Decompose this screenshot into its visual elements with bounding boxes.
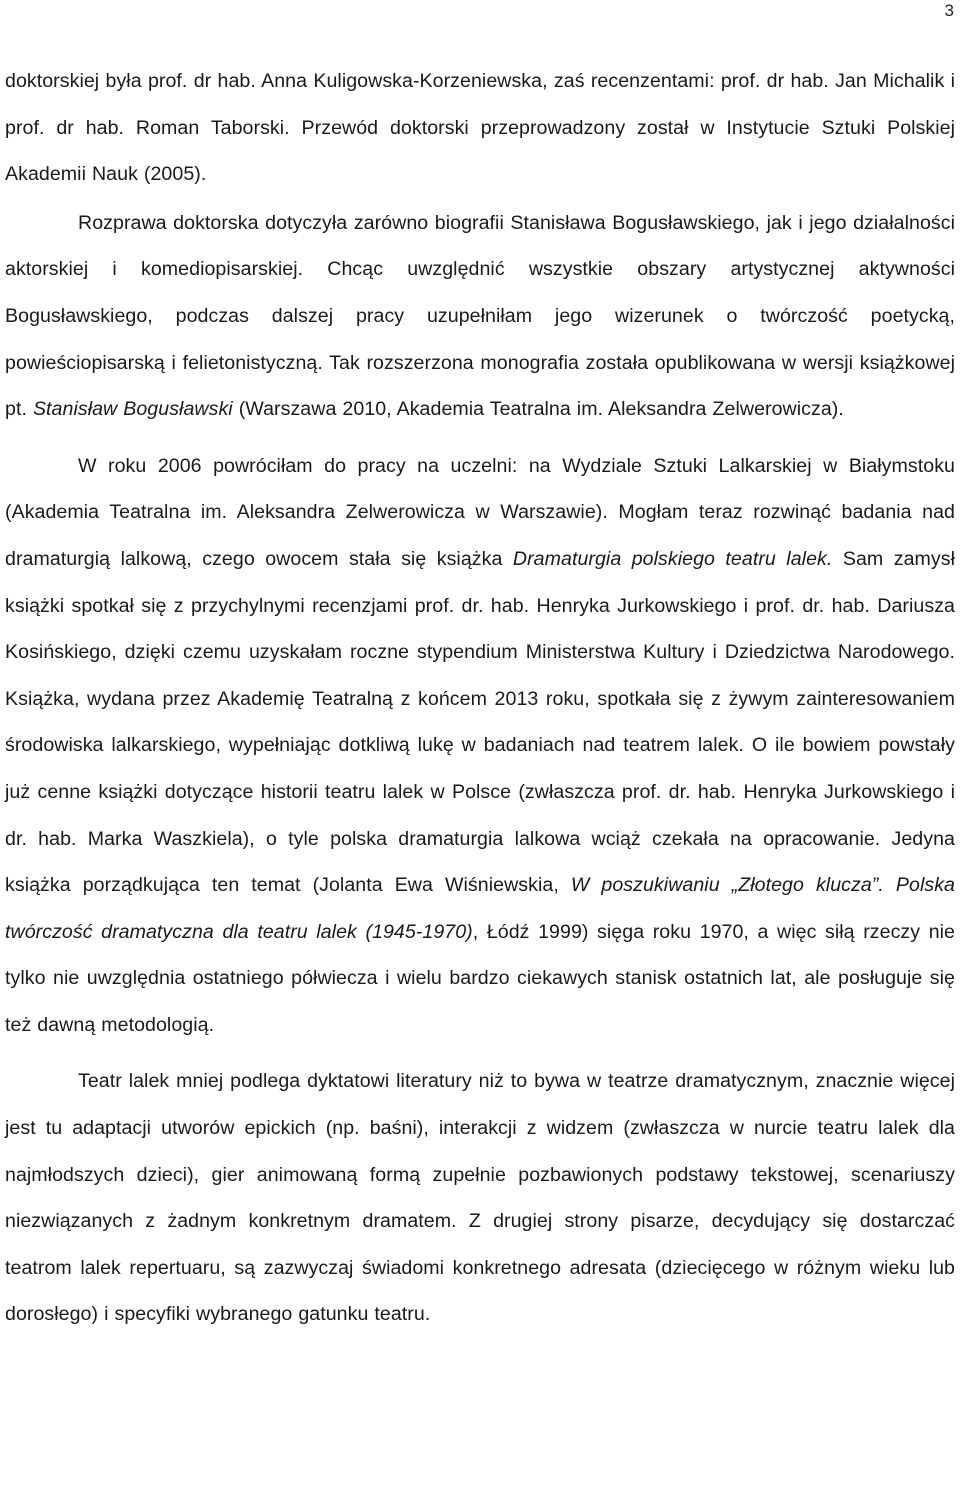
paragraph-3 [5,443,955,1049]
paragraph-4 [5,1058,955,1338]
page-number: 3 [944,1,954,20]
paragraph-1 [5,58,955,198]
book-title-italic: W poszukiwaniu „Złotego klucza”. Polska twórczość dramatyczna dla teatru lalek (1945-1970) [5,874,956,943]
paragraph-2 [5,200,955,433]
paragraph-text: Teatr lalek mniej podlega dyktatowi literatury niż to bywa w teatrze dramatycznym, znacznie więcej jest tu adaptacji utworów epickich (np. baśni), interakcji z widzem (zwłaszcza w nurcie teatru lalek dla najmłodszych dzieci), gier animowaną formą zupełnie pozbawionych podstawy tekstowej, scenariuszy niezwiązanych z żadnym konkretnym dramatem. Z drugiej strony pisarze, decydujący się dostarczać teatrom lalek repertuaru, są zazwyczaj świadomi konkretnego adresata (dziecięcego w różnym wieku lub dorosłego) i specyfiki wybranego gatunku teatru. [5,1070,955,1326]
book-title-italic: Stanisław Bogusławski [32,398,233,421]
book-title-italic: Dramaturgia polskiego teatru lalek. [512,547,833,570]
paragraph-text: W roku 2006 powróciłam do pracy na uczelni: na Wydziale Sztuki Lalkarskiej w Białymstoku (Akademia Teatralna im. Aleksandra Zelwerowicza w Warszawie). Mogłam teraz rozwinąć badania nad dramaturgią lalkową, czego owocem stała się książka [5,454,955,570]
paragraph-text: Rozprawa doktorska dotyczyła zarówno biografii Stanisława Bogusławskiego, jak i jego działalności aktorskiej i komediopisarskiej. Chcąc uwzględnić wszystkie obszary artystycznej aktywności Bogusławskiego, podczas dalszej pracy uzupełniłam jego wizerunek o twórczość poetycką, powieściopisarską i felietonistyczną. Tak rozszerzona monografia została opublikowana w wersji książkowej pt. [5,211,955,421]
paragraph-text: Sam zamysł książki spotkał się z przychylnymi recenzjami prof. dr. hab. Henryka Jurkowskiego i prof. dr. hab. Dariusza Kosińskiego, dzięki czemu uzyskałam roczne stypendium Ministerstwa Kultury i Dziedzictwa Narodowego. Książka, wydana przez Akademię Teatralną z końcem 2013 roku, spotkała się z żywym zainteresowaniem środowiska lalkarskiego, wypełniając dotkliwą lukę w badaniach nad teatrem lalek. O ile bowiem powstały już cenne książki dotyczące historii teatru lalek w Polsce (zwłaszcza prof. dr. hab. Henryka Jurkowskiego i dr. hab. Marka Waszkiela), o tyle polska dramaturgia lalkowa wciąż czekała na opracowanie. Jedyna książka porządkująca ten temat (Jolanta Ewa Wiśniewskia, [5,547,956,897]
paragraph-text: , Łódź 1999) sięga roku 1970, a więc siłą rzeczy nie tylko nie uwzględnia ostatniego półwiecza i wielu bardzo ciekawych stanisk ostatnich lat, ale posługuje się też dawną metodologią. [5,920,955,1036]
document-body [5,58,955,1338]
paragraph-text: (Warszawa 2010, Akademia Teatralna im. Aleksandra Zelwerowicza). [232,398,844,421]
paragraph-text: doktorskiej była prof. dr hab. Anna Kuligowska-Korzeniewska, zaś recenzentami: prof. dr hab. Jan Michalik i prof. dr hab. Roman Taborski. Przewód doktorski przeprowadzony został w Instytucie Sztuki Polskiej Akademii Nauk (2005). [5,70,955,186]
